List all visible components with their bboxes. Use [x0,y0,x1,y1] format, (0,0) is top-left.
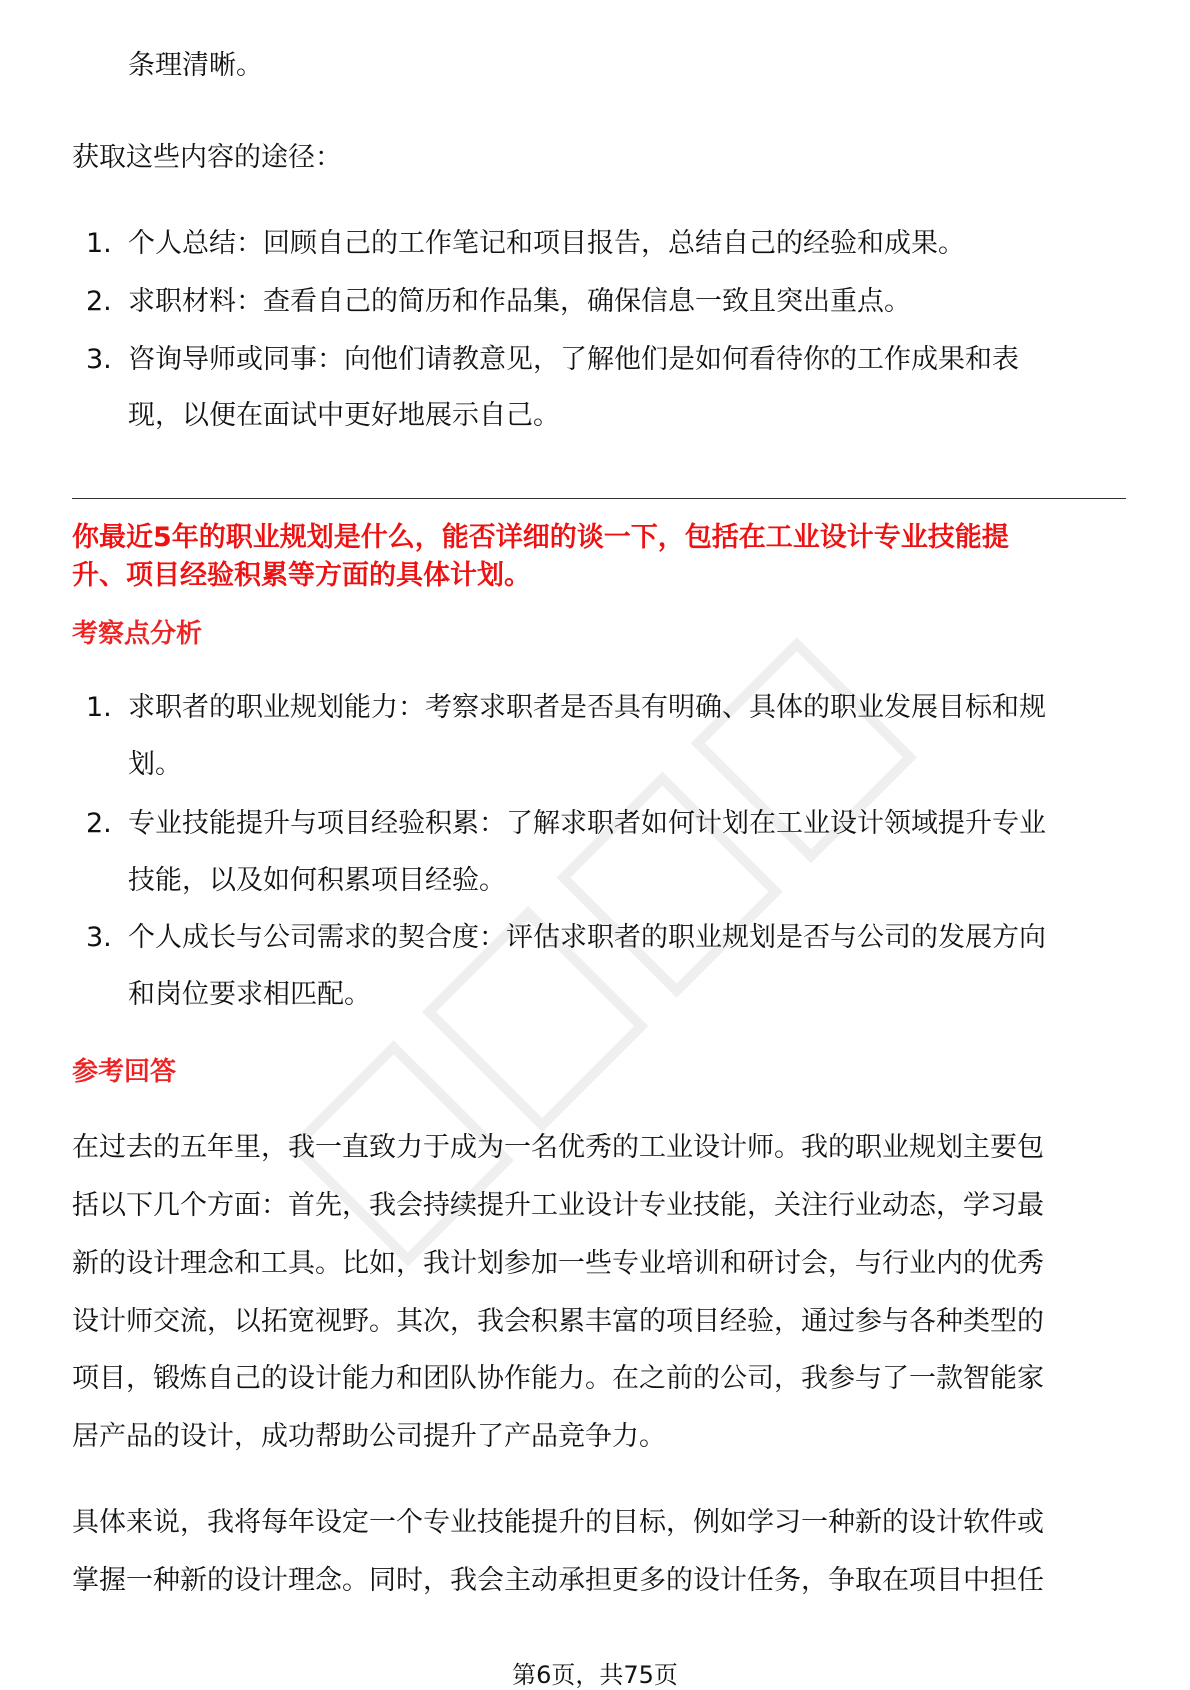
sources-heading: 获取这些内容的途径： [72,142,342,173]
question-line-2: 升、项目经验积累等方面的具体计划。 [72,560,531,591]
source-1-text: 个人总结：回顾自己的工作笔记和项目报告，总结自己的经验和成果。 [128,228,965,259]
analysis-1-line-2: 划。 [128,749,182,780]
answer-p1-line-3: 新的设计理念和工具。比如，我计划参加一些专业培训和研讨会，与行业内的优秀 [72,1248,1044,1279]
source-2-number: 2. [86,286,112,317]
analysis-2-line-2: 技能，以及如何积累项目经验。 [128,865,506,896]
answer-p2-line-2: 掌握一种新的设计理念。同时，我会主动承担更多的设计任务，争取在项目中担任 [72,1565,1044,1596]
answer-p2-line-1: 具体来说，我将每年设定一个专业技能提升的目标，例如学习一种新的设计软件或 [72,1507,1044,1538]
source-3-text-line-2: 现，以便在面试中更好地展示自己。 [128,400,560,431]
section-divider [72,498,1126,499]
source-2-text: 求职材料：查看自己的简历和作品集，确保信息一致且突出重点。 [128,286,911,317]
analysis-1-line-1: 求职者的职业规划能力：考察求职者是否具有明确、具体的职业发展目标和规 [128,692,1046,723]
continuation-text: 条理清晰。 [128,50,263,81]
source-3-number: 3. [86,344,112,375]
source-1-number: 1. [86,228,112,259]
answer-p1-line-6: 居产品的设计，成功帮助公司提升了产品竞争力。 [72,1421,666,1452]
analysis-2-line-1: 专业技能提升与项目经验积累：了解求职者如何计划在工业设计领域提升专业 [128,808,1046,839]
analysis-3-line-2: 和岗位要求相匹配。 [128,979,371,1010]
answer-heading: 参考回答 [72,1057,177,1087]
analysis-3-line-1: 个人成长与公司需求的契合度：评估求职者的职业规划是否与公司的发展方向 [128,922,1046,953]
analysis-3-number: 3. [86,922,112,953]
answer-p1-line-1: 在过去的五年里，我一直致力于成为一名优秀的工业设计师。我的职业规划主要包 [72,1132,1044,1163]
answer-p1-line-2: 括以下几个方面：首先，我会持续提升工业设计专业技能，关注行业动态，学习最 [72,1190,1044,1221]
source-3-text-line-1: 咨询导师或同事：向他们请教意见，了解他们是如何看待你的工作成果和表 [128,344,1019,375]
analysis-heading: 考察点分析 [72,619,203,649]
analysis-2-number: 2. [86,808,112,839]
question-line-1: 你最近5年的职业规划是什么，能否详细的谈一下，包括在工业设计专业技能提 [72,522,1009,553]
answer-p1-line-5: 项目，锻炼自己的设计能力和团队协作能力。在之前的公司，我参与了一款智能家 [72,1363,1044,1394]
page-number: 第6页，共75页 [512,1661,678,1689]
analysis-1-number: 1. [86,692,112,723]
answer-p1-line-4: 设计师交流，以拓宽视野。其次，我会积累丰富的项目经验，通过参与各种类型的 [72,1306,1044,1337]
